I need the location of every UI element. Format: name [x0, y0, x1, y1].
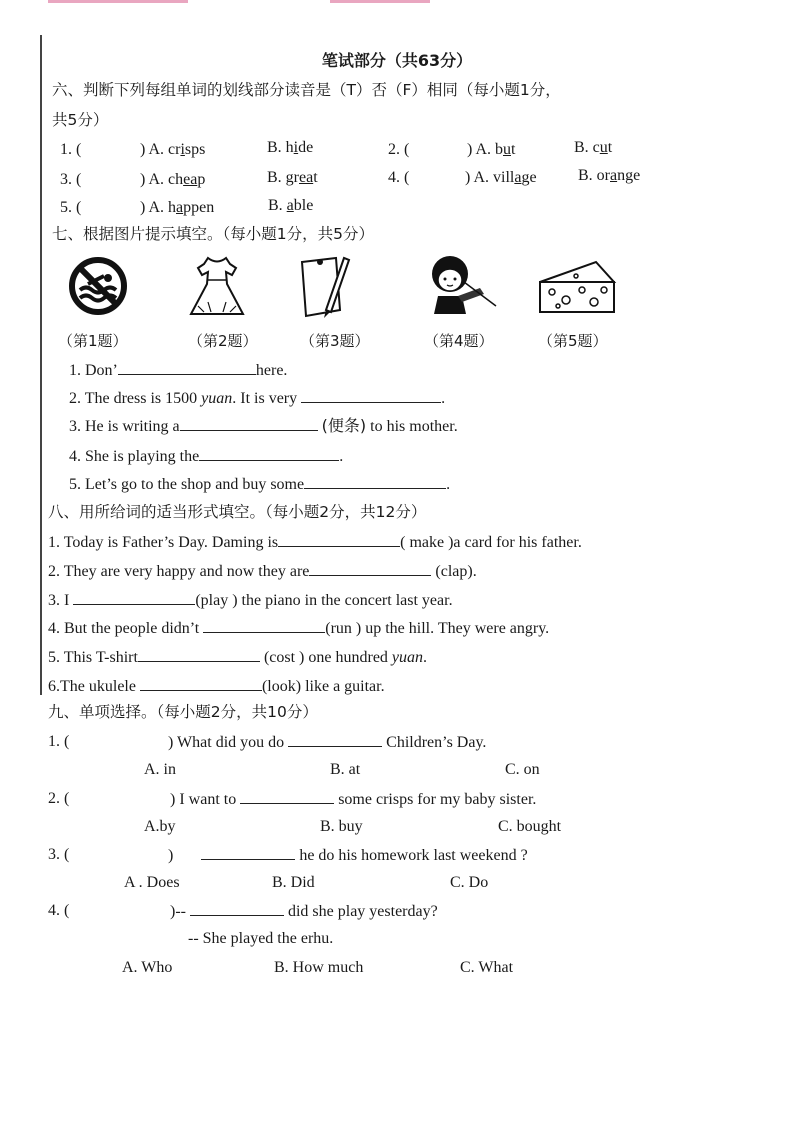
option-c[interactable]: C. What: [460, 959, 514, 976]
picture-caption-1: （第1题）: [58, 332, 128, 350]
answer-blank[interactable]: [73, 590, 195, 605]
section7-question-2: 2. The dress is 1500 yuan. It is very .: [69, 390, 446, 407]
answer-blank[interactable]: [118, 360, 256, 375]
answer-blank[interactable]: [203, 618, 325, 633]
cheese-icon: [536, 258, 618, 316]
section9-question-3: ) he do his homework last weekend ?: [168, 847, 528, 864]
answer-blank[interactable]: [288, 732, 382, 747]
option-c[interactable]: C. on: [505, 761, 540, 778]
section7-question-4: 4. She is playing the .: [69, 448, 344, 465]
option-a[interactable]: A. in: [144, 761, 176, 778]
answer-blank[interactable]: [201, 845, 295, 860]
section7-question-5: 5. Let’s go to the shop and buy some .: [69, 476, 451, 493]
answer-blank[interactable]: [140, 676, 262, 691]
option-b[interactable]: B. buy: [320, 818, 363, 835]
option-b[interactable]: B. Did: [272, 874, 315, 891]
option-a[interactable]: A . Does: [124, 874, 180, 891]
answer-blank[interactable]: [180, 416, 318, 431]
section7-question-3: 3. He is writing a (便条) to his mother.: [69, 416, 458, 435]
section8-question-5: 5. This T-shirt (cost ) one hundred yuan.: [48, 649, 428, 666]
section9-question-1: ) What did you do Children’s Day.: [168, 734, 487, 751]
page-title: 笔试部分（共63分）: [321, 51, 473, 70]
option-b[interactable]: B. at: [330, 761, 361, 778]
section8-header: 八、用所给词的适当形式填空。（每小题2分，共12分）: [48, 503, 427, 521]
dress-icon: [184, 254, 250, 320]
section9-q4-num: 4. (: [48, 902, 70, 919]
answer-blank[interactable]: [190, 901, 284, 916]
option-a[interactable]: A. Who: [122, 959, 173, 976]
picture-caption-3: （第3题）: [300, 332, 370, 350]
no-swimming-icon: [66, 254, 130, 318]
section9-q2-num: 2. (: [48, 790, 70, 807]
section8-question-4: 4. But the people didn’t (run ) up the hill. They were angry.: [48, 620, 550, 637]
margin-binding-line: [40, 35, 42, 695]
girl-violin-icon: [424, 252, 500, 318]
answer-blank[interactable]: [278, 532, 400, 547]
answer-blank[interactable]: [199, 446, 339, 461]
section9-q3-num: 3. (: [48, 846, 70, 863]
answer-blank[interactable]: [240, 789, 334, 804]
section9-q4-reply: -- She played the erhu.: [188, 930, 334, 947]
top-pink-mark-left: [48, 0, 188, 3]
section8-question-6: 6.The ukulele (look) like a guitar.: [48, 678, 385, 695]
section8-question-1: 1. Today is Father’s Day. Daming is ( make )a card for his father.: [48, 534, 582, 551]
answer-blank[interactable]: [309, 561, 431, 576]
picture-caption-5: （第5题）: [538, 332, 608, 350]
section9-question-4: )-- did she play yesterday?: [170, 903, 438, 920]
option-c[interactable]: C. Do: [450, 874, 489, 891]
option-a[interactable]: A.by: [144, 818, 176, 835]
section6-header: 六、判断下列每组单词的划线部分读音是（T）否（F）相同（每小题1分，: [52, 81, 561, 99]
option-b[interactable]: B. How much: [274, 959, 364, 976]
section9-question-2: ) I want to some crisps for my baby sister.: [170, 791, 537, 808]
section9-q1-num: 1. (: [48, 733, 70, 750]
picture-caption-4: （第4题）: [424, 332, 494, 350]
section8-question-3: 3. I (play ) the piano in the concert last year.: [48, 592, 453, 609]
section7-header: 七、根据图片提示填空。（每小题1分，共5分）: [52, 225, 374, 243]
section9-header: 九、单项选择。（每小题2分，共10分）: [48, 703, 318, 721]
picture-caption-2: （第2题）: [188, 332, 258, 350]
top-pink-mark-right: [330, 0, 430, 3]
answer-blank[interactable]: [138, 647, 260, 662]
answer-blank[interactable]: [301, 388, 441, 403]
section6-header-cont: 共5分）: [52, 111, 109, 129]
answer-blank[interactable]: [304, 474, 446, 489]
note-paper-icon: [296, 252, 354, 322]
section7-question-1: 1. Don’ here.: [69, 362, 288, 379]
section8-question-2: 2. They are very happy and now they are (clap).: [48, 563, 477, 580]
option-c[interactable]: C. bought: [498, 818, 562, 835]
